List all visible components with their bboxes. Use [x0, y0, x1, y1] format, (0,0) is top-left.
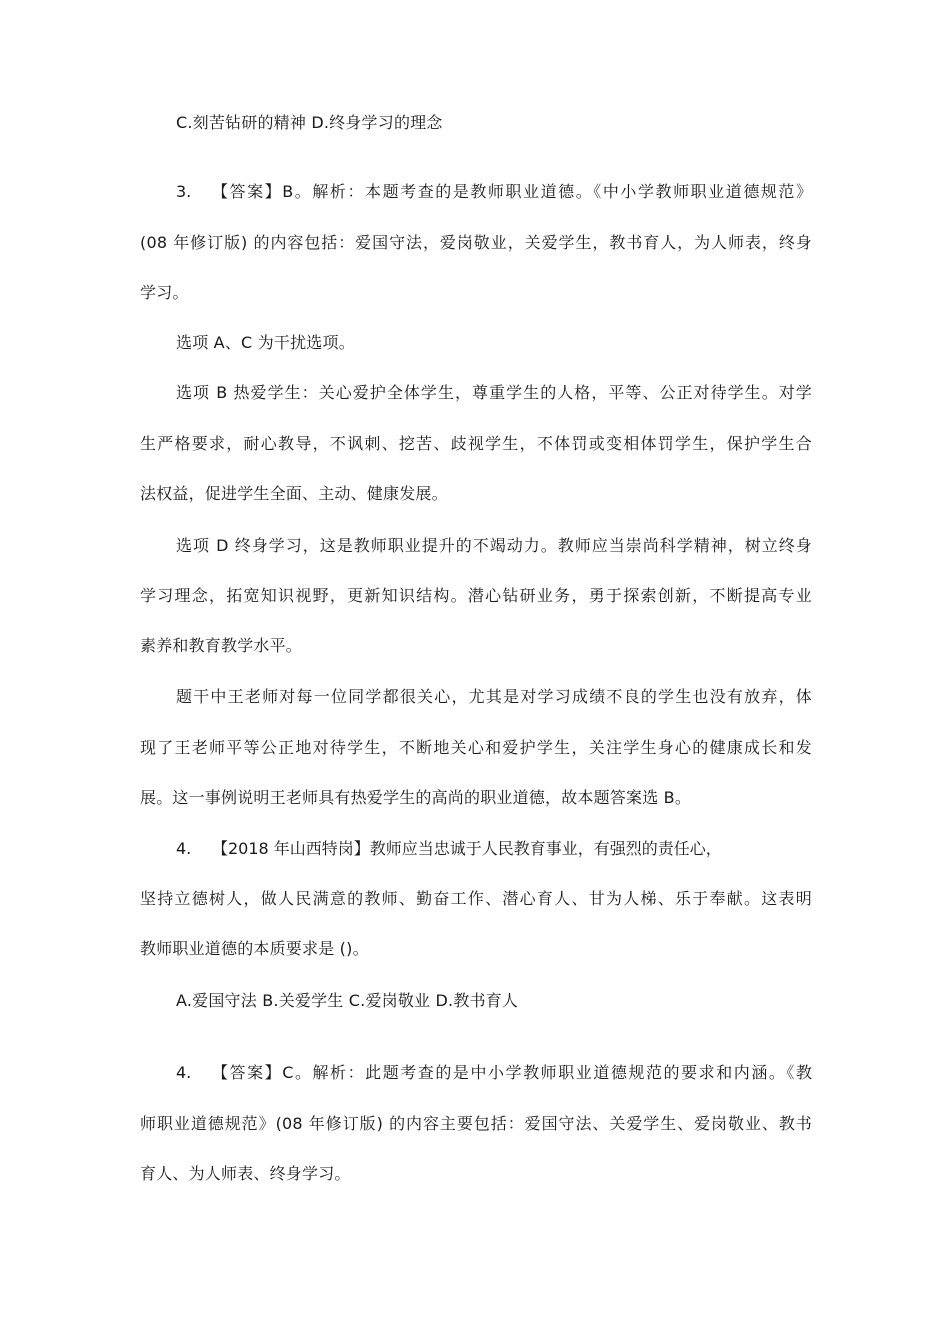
paragraph-line: 现了王老师平等公正地对待学生，不断地关心和爱护学生，关注学生身心的健康成长和发 [140, 738, 812, 757]
paragraph-line: 选项 D 终身学习，这是教师职业提升的不竭动力。教师应当崇尚科学精神，树立终身 [176, 536, 812, 555]
answer-heading-line: 【答案】B。解析：本题考查的是教师职业道德。《中小学教师职业道德规范》 [212, 182, 812, 201]
answer-number: 4. [176, 1063, 192, 1082]
paragraph-line: 素养和教育教学水平。 [140, 636, 303, 655]
paragraph-line: 选项 A、C 为干扰选项。 [176, 333, 355, 352]
paragraph-line: 育人、为人师表、终身学习。 [140, 1164, 351, 1183]
paragraph-line: 展。这一事例说明王老师具有热爱学生的高尚的职业道德，故本题答案选 B。 [140, 788, 692, 807]
paragraph-line: 坚持立德树人，做人民满意的教师、勤奋工作、潜心育人、甘为人梯、乐于奉献。这表明 [140, 889, 812, 908]
paragraph-line: 选项 B 热爱学生：关心爱护全体学生，尊重学生的人格，平等、公正对待学生。对学 [176, 383, 812, 402]
paragraph-line: (08 年修订版) 的内容包括：爱国守法，爱岗敬业，关爱学生，教书育人，为人师表，终身 [140, 233, 812, 252]
paragraph-line: 生严格要求，耐心教导，不讽刺、挖苦、歧视学生，不体罚或变相体罚学生，保护学生合 [140, 434, 812, 453]
question-number: 4. [176, 839, 192, 858]
paragraph-line: 教师职业道德的本质要求是 ()。 [140, 939, 369, 958]
paragraph-line: 法权益，促进学生全面、主动、健康发展。 [140, 484, 448, 503]
paragraph-line: 师职业道德规范》(08 年修订版) 的内容主要包括：爱国守法、关爱学生、爱岗敬业、教书 [140, 1114, 812, 1133]
question-heading-line: 【2018 年山西特岗】教师应当忠诚于人民教育事业，有强烈的责任心， [212, 839, 722, 858]
question-options-line: A.爱国守法 B.关爱学生 C.爱岗敬业 D.教书育人 [176, 991, 519, 1010]
paragraph-line: 题干中王老师对每一位同学都很关心，尤其是对学习成绩不良的学生也没有放弃，体 [176, 687, 812, 706]
answer-number: 3. [176, 182, 192, 201]
question-options-line: C.刻苦钻研的精神 D.终身学习的理念 [176, 113, 443, 132]
answer-heading-line: 【答案】C。解析：此题考查的是中小学教师职业道德规范的要求和内涵。《教 [212, 1063, 812, 1082]
paragraph-line: 学习。 [140, 283, 189, 302]
paragraph-line: 学习理念，拓宽知识视野，更新知识结构。潜心钻研业务，勇于探索创新，不断提高专业 [140, 586, 812, 605]
